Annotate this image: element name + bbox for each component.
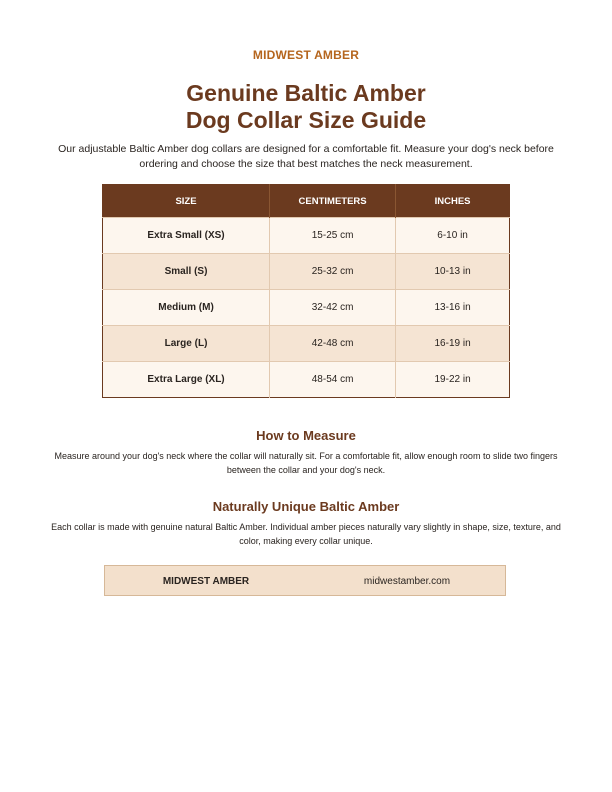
size-cell: Medium (M) — [103, 290, 270, 326]
inches-cell: 6-10 in — [396, 218, 510, 254]
page-title — [0, 80, 612, 134]
unique-amber-heading: Naturally Unique Baltic Amber — [212, 499, 400, 514]
intro-text: Our adjustable Baltic Amber dog collars are designed for a comfortable fit. Measure your dog's neck before ordering and choose the size that best matches the neck measurement. — [58, 143, 554, 170]
table-row — [103, 254, 510, 290]
how-to-measure-text: Measure around your dog's neck where the collar will naturally sit. For a comfortable fit, allow enough room to slide two fingers between the collar and your dog's neck. — [54, 451, 558, 475]
centimeters-cell: 48-54 cm — [270, 362, 396, 398]
size-cell: Large (L) — [103, 326, 270, 362]
centimeters-cell: 32-42 cm — [270, 290, 396, 326]
size-cell: Extra Small (XS) — [103, 218, 270, 254]
how-to-measure-heading: How to Measure — [256, 428, 356, 443]
unique-amber-text: Each collar is made with genuine natural Baltic Amber. Individual amber pieces naturally vary slightly in shape, size, texture, and color, making every collar unique. — [51, 522, 561, 546]
table-header-row — [103, 185, 510, 218]
footer-website-link[interactable]: midwestamber.com — [363, 576, 451, 587]
table-row — [103, 362, 510, 398]
centimeters-cell: 42-48 cm — [270, 326, 396, 362]
size-cell: Extra Large (XL) — [103, 362, 270, 398]
size-cell: Small (S) — [103, 254, 270, 290]
centimeters-cell: 25-32 cm — [270, 254, 396, 290]
inches-cell: 13-16 in — [396, 290, 510, 326]
page-title-line-2: Dog Collar Size Guide — [185, 107, 427, 133]
centimeters-cell: 15-25 cm — [270, 218, 396, 254]
column-header-size: SIZE — [103, 185, 270, 218]
table-row — [103, 326, 510, 362]
size-table — [102, 184, 510, 398]
footer-box — [104, 565, 506, 596]
inches-cell: 16-19 in — [396, 326, 510, 362]
page-title-line-1: Genuine Baltic Amber — [186, 80, 426, 106]
column-header-inches: INCHES — [396, 185, 510, 218]
brand-name: MIDWEST AMBER — [252, 48, 360, 62]
footer-brand: MIDWEST AMBER — [162, 576, 250, 587]
inches-cell: 19-22 in — [396, 362, 510, 398]
table-row — [103, 290, 510, 326]
table-row — [103, 218, 510, 254]
column-header-centimeters: CENTIMETERS — [270, 185, 396, 218]
inches-cell: 10-13 in — [396, 254, 510, 290]
